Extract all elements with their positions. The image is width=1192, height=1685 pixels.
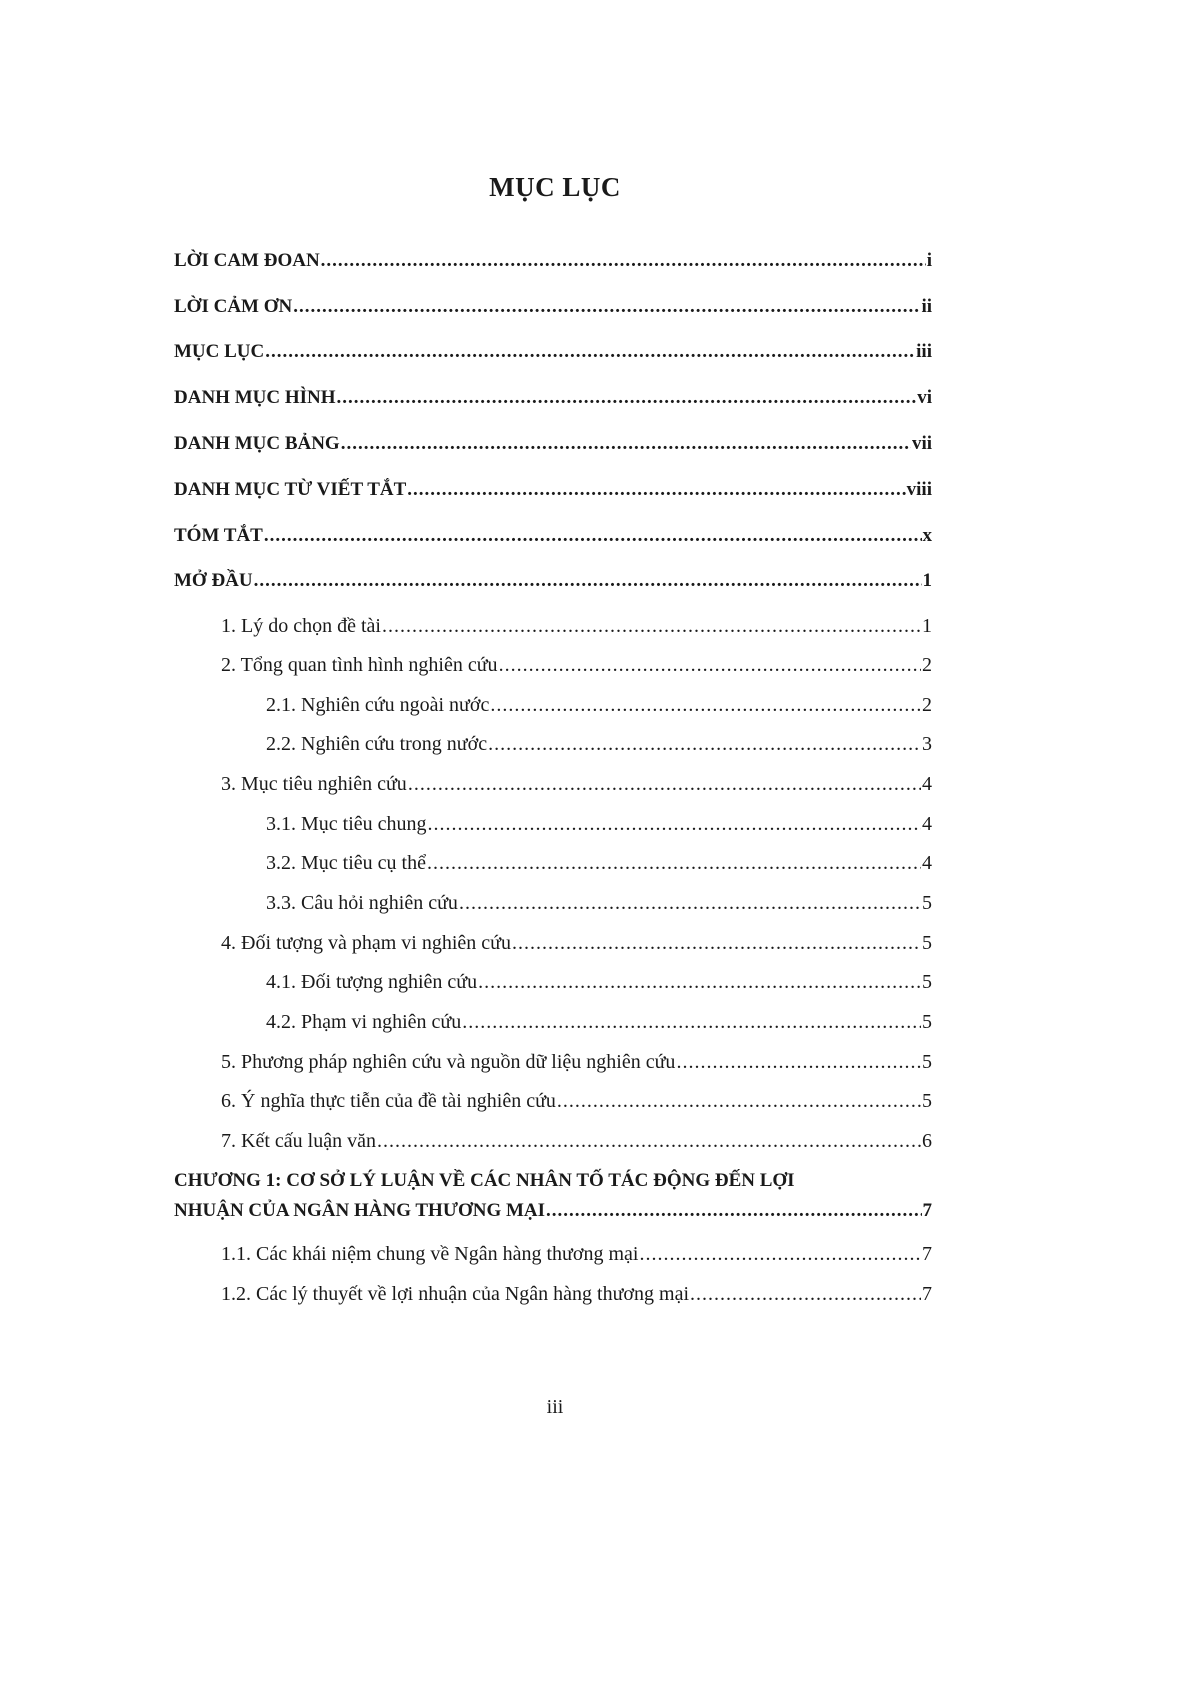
dot-leader xyxy=(264,525,922,547)
dot-leader xyxy=(408,773,921,796)
dot-leader xyxy=(690,1283,921,1306)
toc-entry-page: 3 xyxy=(922,733,932,755)
toc-entry-danh-muc-tu-viet-tat[interactable] xyxy=(174,479,932,505)
dot-leader xyxy=(557,1090,921,1113)
dot-leader xyxy=(639,1243,921,1266)
dot-leader xyxy=(676,1051,921,1074)
toc-entry-page: iii xyxy=(916,341,932,362)
toc-entry-label: NHUẬN CỦA NGÂN HÀNG THƯƠNG MẠI xyxy=(174,1200,546,1221)
toc-entry-4-1[interactable] xyxy=(266,971,932,997)
dot-leader xyxy=(407,479,905,501)
dot-leader xyxy=(488,733,921,756)
toc-entry-2[interactable] xyxy=(221,654,932,680)
toc-entry-label: LỜI CẢM ƠN xyxy=(174,296,293,317)
toc-entry-danh-muc-hinh[interactable] xyxy=(174,387,932,413)
toc-entry-7[interactable] xyxy=(221,1130,932,1156)
toc-entry-label: DANH MỤC HÌNH xyxy=(174,387,336,408)
toc-entry-label: TÓM TẮT xyxy=(174,525,263,546)
toc-entry-page: 4 xyxy=(922,852,932,874)
chapter-1-heading-line1[interactable]: CHƯƠNG 1: CƠ SỞ LÝ LUẬN VỀ CÁC NHÂN TỐ TÁC ĐỘNG ĐẾN LỢI xyxy=(174,1170,795,1191)
dot-leader xyxy=(512,932,921,955)
toc-entry-page: 2 xyxy=(922,694,932,716)
toc-entry-3-1[interactable] xyxy=(266,813,932,839)
toc-entry-label: MỤC LỤC xyxy=(174,341,265,362)
toc-entry-3-2[interactable] xyxy=(266,852,932,878)
toc-entry-2-2[interactable] xyxy=(266,733,932,759)
toc-entry-page: 7 xyxy=(922,1200,932,1221)
toc-entry-label: 1.2. Các lý thuyết về lợi nhuận của Ngân hàng thương mại xyxy=(221,1283,689,1305)
toc-entry-label: 2. Tổng quan tình hình nghiên cứu xyxy=(221,654,498,676)
toc-entry-page: 5 xyxy=(922,892,932,914)
toc-entry-5[interactable] xyxy=(221,1051,932,1077)
toc-entry-danh-muc-bang[interactable] xyxy=(174,433,932,459)
dot-leader xyxy=(321,250,926,272)
toc-entry-page: 4 xyxy=(922,773,932,795)
toc-entry-page: vi xyxy=(917,387,932,408)
toc-entry-page: ii xyxy=(921,296,932,317)
toc-entry-page: 5 xyxy=(922,1011,932,1033)
toc-entry-muc-luc[interactable] xyxy=(174,341,932,367)
toc-entry-3-3[interactable] xyxy=(266,892,932,918)
toc-entry-page: viii xyxy=(906,479,932,500)
toc-entry-page: 2 xyxy=(922,654,932,676)
dot-leader xyxy=(254,570,922,592)
toc-entry-1-1[interactable] xyxy=(221,1243,932,1269)
toc-entry-page: 5 xyxy=(922,1090,932,1112)
dot-leader xyxy=(546,1200,921,1222)
toc-entry-page: 1 xyxy=(922,570,932,591)
dot-leader xyxy=(428,813,921,836)
toc-entry-page: 5 xyxy=(922,932,932,954)
toc-entry-loi-cam-on[interactable] xyxy=(174,296,932,322)
dot-leader xyxy=(293,296,920,318)
toc-entry-page: 5 xyxy=(922,971,932,993)
dot-leader xyxy=(265,341,915,363)
toc-entry-label: 3.2. Mục tiêu cụ thể xyxy=(266,852,426,874)
toc-entry-label: DANH MỤC BẢNG xyxy=(174,433,340,454)
toc-entry-page: 7 xyxy=(922,1243,932,1265)
toc-entry-label: DANH MỤC TỪ VIẾT TẮT xyxy=(174,479,407,500)
toc-entry-label: 2.2. Nghiên cứu trong nước xyxy=(266,733,488,755)
toc-entry-1-2[interactable] xyxy=(221,1283,932,1309)
page-number: iii xyxy=(546,1396,564,1418)
toc-entry-loi-cam-doan[interactable] xyxy=(174,250,932,276)
toc-entry-chapter-1[interactable] xyxy=(174,1200,932,1226)
toc-entry-label: LỜI CAM ĐOAN xyxy=(174,250,320,271)
dot-leader xyxy=(478,971,921,994)
toc-entry-label: 2.1. Nghiên cứu ngoài nước xyxy=(266,694,490,716)
toc-entry-6[interactable] xyxy=(221,1090,932,1116)
toc-entry-tom-tat[interactable] xyxy=(174,525,932,551)
toc-entry-label: MỞ ĐẦU xyxy=(174,570,253,591)
toc-entry-label: 4.1. Đối tượng nghiên cứu xyxy=(266,971,478,993)
dot-leader xyxy=(499,654,921,677)
toc-entry-label: 5. Phương pháp nghiên cứu và nguồn dữ liệu nghiên cứu xyxy=(221,1051,676,1073)
toc-entry-page: x xyxy=(922,525,932,546)
page-title: MỤC LỤC xyxy=(489,172,621,202)
toc-entry-label: 4.2. Phạm vi nghiên cứu xyxy=(266,1011,462,1033)
toc-entry-page: 5 xyxy=(922,1051,932,1073)
toc-entry-page: 7 xyxy=(922,1283,932,1305)
toc-entry-2-1[interactable] xyxy=(266,694,932,720)
toc-entry-label: 1. Lý do chọn đề tài xyxy=(221,615,381,637)
toc-entry-page: 6 xyxy=(922,1130,932,1152)
toc-entry-1[interactable] xyxy=(221,615,932,641)
dot-leader xyxy=(490,694,921,717)
dot-leader xyxy=(462,1011,921,1034)
toc-entry-page: 4 xyxy=(922,813,932,835)
toc-entry-4[interactable] xyxy=(221,932,932,958)
dot-leader xyxy=(341,433,911,455)
dot-leader xyxy=(377,1130,921,1153)
toc-entry-label: 1.1. Các khái niệm chung về Ngân hàng thương mại xyxy=(221,1243,639,1265)
toc-entry-4-2[interactable] xyxy=(266,1011,932,1037)
toc-entry-page: i xyxy=(926,250,932,271)
dot-leader xyxy=(382,615,921,638)
toc-entry-label: 3.3. Câu hỏi nghiên cứu xyxy=(266,892,458,914)
toc-entry-page: 1 xyxy=(922,615,932,637)
toc-entry-page: vii xyxy=(911,433,932,454)
toc-entry-label: 4. Đối tượng và phạm vi nghiên cứu xyxy=(221,932,511,954)
dot-leader xyxy=(337,387,917,409)
dot-leader xyxy=(427,852,921,875)
toc-entry-label: 3. Mục tiêu nghiên cứu xyxy=(221,773,407,795)
toc-entry-label: 3.1. Mục tiêu chung xyxy=(266,813,427,835)
toc-entry-label: 6. Ý nghĩa thực tiễn của đề tài nghiên cứu xyxy=(221,1090,556,1112)
toc-entry-mo-dau[interactable] xyxy=(174,570,932,596)
toc-entry-3[interactable] xyxy=(221,773,932,799)
dot-leader xyxy=(459,892,921,915)
toc-entry-label: 7. Kết cấu luận văn xyxy=(221,1130,376,1152)
